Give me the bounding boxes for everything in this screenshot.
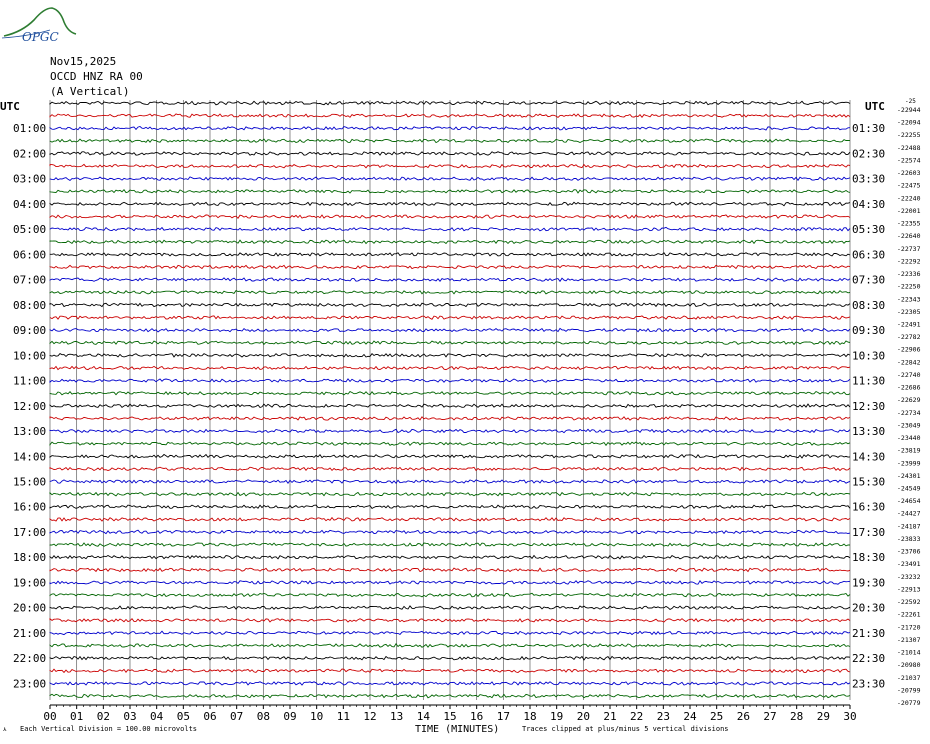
left-hour-label: 15:00 xyxy=(13,475,47,489)
right-hour-label: 07:30 xyxy=(852,273,886,287)
trace-offset-label: -22944 xyxy=(897,106,921,114)
left-hour-label: 14:00 xyxy=(13,450,47,464)
trace-offset-label: -22842 xyxy=(897,358,921,367)
x-tick-label: 19 xyxy=(550,710,564,723)
right-hour-label: 20:30 xyxy=(852,601,886,615)
left-hour-label: 11:00 xyxy=(13,374,47,388)
left-hour-label: 09:00 xyxy=(13,324,47,338)
x-tick-label: 12 xyxy=(363,710,377,723)
x-tick-label: 09 xyxy=(283,710,297,723)
scale-bar-icon: ⋏ xyxy=(3,726,7,733)
right-hour-label: 11:30 xyxy=(852,374,886,388)
left-hour-label: 08:00 xyxy=(13,298,47,312)
trace-offset-label: -24301 xyxy=(897,471,921,480)
left-hour-label: 10:00 xyxy=(13,349,47,363)
trace-offset-label: -22737 xyxy=(897,244,921,253)
left-hour-label: 19:00 xyxy=(13,576,47,590)
x-tick-label: 11 xyxy=(336,710,350,723)
x-tick-label: 03 xyxy=(123,710,137,723)
left-hour-label: 18:00 xyxy=(13,551,47,565)
trace-offset-label: -22475 xyxy=(897,181,921,190)
left-hour-label: 20:00 xyxy=(13,601,47,615)
trace-offset-label: -22343 xyxy=(897,295,921,304)
trace-offset-label: -22640 xyxy=(897,232,921,241)
trace-offset-label: -22250 xyxy=(897,282,921,291)
left-hour-label: 22:00 xyxy=(13,652,47,666)
x-tick-label: 07 xyxy=(230,710,244,723)
x-tick-label: 20 xyxy=(576,710,590,723)
right-top-value: -25 xyxy=(905,98,916,105)
trace-offset-label: -22913 xyxy=(897,585,921,594)
trace-offset-label: -22305 xyxy=(897,307,921,316)
trace-offset-label: -22734 xyxy=(897,408,921,417)
trace-offset-label: -20799 xyxy=(897,686,921,695)
trace-offset-label: -22355 xyxy=(897,219,921,228)
left-hour-label: 02:00 xyxy=(13,147,47,161)
right-hour-label: 12:30 xyxy=(852,399,886,413)
right-hour-label: 22:30 xyxy=(852,652,886,666)
x-tick-label: 02 xyxy=(96,710,110,723)
trace-offset-label: -22001 xyxy=(897,206,921,215)
x-tick-label: 22 xyxy=(630,710,644,723)
x-tick-label: 28 xyxy=(790,710,804,723)
left-hour-label: 04:00 xyxy=(13,197,47,211)
x-tick-label: 01 xyxy=(70,710,84,723)
x-tick-label: 16 xyxy=(470,710,484,723)
trace-offset-label: -22255 xyxy=(897,131,921,140)
right-hour-label: 13:30 xyxy=(852,425,886,438)
trace-offset-label: -21307 xyxy=(897,635,921,644)
x-tick-label: 17 xyxy=(496,710,510,723)
trace-offset-label: -22240 xyxy=(897,194,921,203)
trace-offset-label: -23049 xyxy=(897,421,921,430)
right-hour-label: 16:30 xyxy=(852,500,886,514)
left-hour-label: 13:00 xyxy=(13,425,47,438)
x-tick-label: 24 xyxy=(683,710,697,723)
left-hour-label: 12:00 xyxy=(13,399,47,413)
left-hour-label: 16:00 xyxy=(13,500,47,514)
trace-offset-label: -20980 xyxy=(897,661,921,670)
trace-offset-label: -23999 xyxy=(897,459,921,468)
right-hour-label: 09:30 xyxy=(852,324,886,338)
trace-offset-label: -20779 xyxy=(897,699,921,707)
trace-offset-label: -22740 xyxy=(897,371,921,379)
right-hour-label: 10:30 xyxy=(852,349,886,363)
x-axis xyxy=(43,705,856,723)
left-hour-label: 07:00 xyxy=(13,273,47,287)
trace-offset-label: -22094 xyxy=(897,118,921,127)
trace-offset-label: -22629 xyxy=(897,396,921,405)
trace-offset-label: -22603 xyxy=(897,169,921,178)
right-hour-label: 04:30 xyxy=(852,197,886,211)
trace-offset-label: -22292 xyxy=(897,257,921,266)
right-hour-label: 21:30 xyxy=(852,626,886,640)
scale-note: Each Vertical Division = 100.00 microvolts xyxy=(20,725,198,733)
x-tick-label: 04 xyxy=(150,710,164,723)
plot-date: Nov15,2025 xyxy=(50,55,117,68)
trace-offset-label: -24549 xyxy=(897,484,921,493)
right-hour-label: 08:30 xyxy=(852,298,886,312)
left-hour-label: 23:00 xyxy=(13,677,47,691)
x-tick-label: 21 xyxy=(603,710,617,723)
trace-offset-label: -23440 xyxy=(897,434,921,442)
right-hour-label: 03:30 xyxy=(852,172,886,186)
right-utc-label: UTC xyxy=(865,100,885,113)
left-hour-label: 05:00 xyxy=(13,223,47,237)
right-hour-label: 02:30 xyxy=(852,147,886,161)
station-code: OCCD HNZ RA 00 xyxy=(50,70,143,83)
x-tick-label: 08 xyxy=(256,710,270,723)
right-hour-label: 05:30 xyxy=(852,223,886,237)
x-tick-label: 29 xyxy=(816,710,830,723)
right-hour-label: 19:30 xyxy=(852,576,886,590)
x-tick-label: 18 xyxy=(523,710,537,723)
x-tick-label: 00 xyxy=(43,710,57,723)
right-hour-label: 18:30 xyxy=(852,551,886,565)
right-hour-label: 06:30 xyxy=(852,248,886,262)
x-tick-label: 23 xyxy=(656,710,670,723)
left-utc-label: UTC xyxy=(0,100,20,113)
right-hour-label: 15:30 xyxy=(852,475,886,489)
x-tick-label: 10 xyxy=(310,710,324,723)
trace-offset-label: -22261 xyxy=(897,610,921,619)
trace-offset-label: -23232 xyxy=(897,572,921,581)
left-hour-label: 21:00 xyxy=(13,626,47,640)
left-hour-label: 03:00 xyxy=(13,172,47,186)
trace-offset-label: -24427 xyxy=(897,509,921,518)
trace-offset-label: -22686 xyxy=(897,383,921,392)
trace-offset-label: -22592 xyxy=(897,598,921,607)
trace-offset-label: -23833 xyxy=(897,535,921,543)
x-tick-label: 06 xyxy=(203,710,217,723)
left-hour-label: 17:00 xyxy=(13,526,47,539)
trace-offset-label: -22488 xyxy=(897,143,921,152)
x-tick-label: 15 xyxy=(443,710,457,723)
trace-offset-label: -21720 xyxy=(897,623,921,632)
trace-offset-label: -22491 xyxy=(897,320,921,329)
left-hour-label: 01:00 xyxy=(13,122,47,136)
x-axis-title: TIME (MINUTES) xyxy=(415,724,500,735)
x-tick-label: 25 xyxy=(710,710,724,723)
x-tick-label: 14 xyxy=(416,710,430,723)
right-hour-label: 17:30 xyxy=(852,526,886,539)
trace-offset-label: -23491 xyxy=(897,560,921,569)
clip-note: Traces clipped at plus/minus 5 vertical divisions xyxy=(522,725,729,733)
right-hour-label: 23:30 xyxy=(852,677,886,691)
x-tick-label: 26 xyxy=(736,710,750,723)
trace-offset-label: -22782 xyxy=(897,333,921,342)
logo-text: OPGC xyxy=(22,30,59,44)
trace-offset-label: -24654 xyxy=(897,497,921,506)
trace-offset-label: -22336 xyxy=(897,270,921,278)
trace-offset-label: -21037 xyxy=(897,673,921,682)
trace-offset-label: -21014 xyxy=(897,648,921,657)
component-label: (A Vertical) xyxy=(50,85,130,98)
x-tick-label: 30 xyxy=(843,710,857,723)
right-hour-label: 01:30 xyxy=(852,122,886,136)
trace-offset-label: -23706 xyxy=(897,547,921,556)
trace-offset-label: -24187 xyxy=(897,522,921,531)
right-hour-label: 14:30 xyxy=(852,450,886,464)
x-tick-label: 13 xyxy=(390,710,404,723)
trace-offset-label: -22574 xyxy=(897,156,921,165)
trace-offset-label: -23819 xyxy=(897,446,921,455)
left-hour-label: 06:00 xyxy=(13,248,47,262)
trace-offset-label: -22906 xyxy=(897,345,921,354)
x-tick-label: 05 xyxy=(176,710,190,723)
x-tick-label: 27 xyxy=(763,710,777,723)
